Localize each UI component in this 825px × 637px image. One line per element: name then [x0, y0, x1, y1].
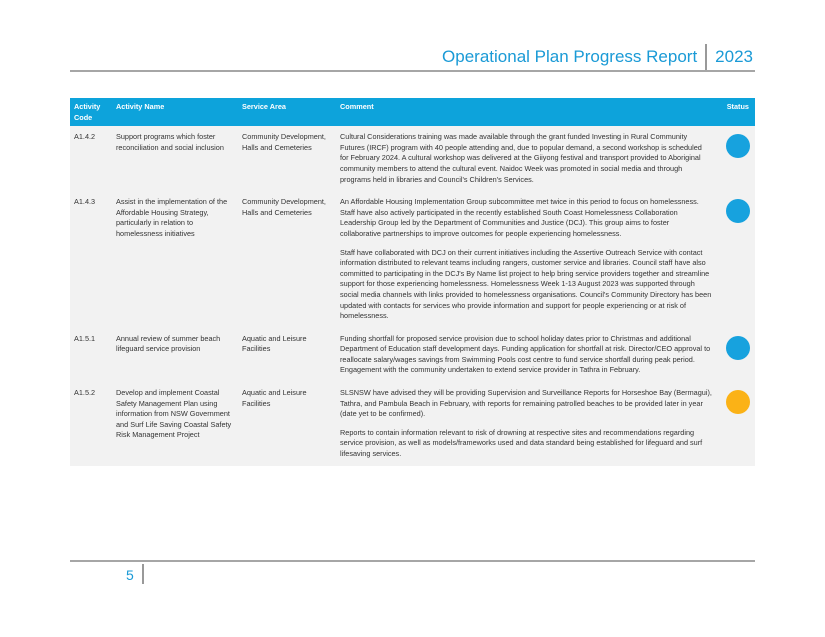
status-indicator — [726, 134, 750, 158]
table-row — [70, 328, 755, 382]
comment-paragraph: Cultural Considerations training was made available through the grant funded Investing in Rural Community Futures (IRCF) program with 40 people attending and, due to popular demand, a second workshop is scheduled for February 2024. A cultural workshop was delivered at the Giiyong festival and transport provided to Aboriginal community members to attend the cultural event. Naidoc Week was promoted in social media and through programs held in libraries and Council's Children's Services. — [340, 132, 702, 184]
status-cell — [716, 191, 755, 328]
activity-name: Annual review of summer beach lifeguard service provision — [116, 333, 221, 354]
table-header-row — [70, 98, 755, 126]
service-area: Community Development, Halls and Cemeteries — [242, 197, 326, 217]
progress-table — [70, 98, 755, 466]
activity-name: Assist in the implementation of the Affordable Housing Strategy, particularly in relation to homelessness initiatives — [116, 197, 228, 238]
status-indicator — [726, 390, 750, 414]
comment-paragraph: Staff have collaborated with DCJ on their current initiatives including the Assertive Outreach Service with contact information distributed to relevant teams including rangers, customer service and libraries. Council staff have also committed to participating in the DCJ's By Name list project to help bring service providers together and streamline support for those experiencing homelessness. Homelessness Week 1-13 August 2023 was supported through social media channels with links provided to homelessness organisations. Council's Community Directory has been updated with contacts for services who provide information and support for people experiencing or at risk of homelessness. — [340, 247, 712, 321]
comment-paragraph: An Affordable Housing Implementation Group subcommittee met twice in this period to focus on homelessness. Staff have also actively participated in the recently established South Coast Homelessness Collaboration Leadership Group led by the Department of Communities and Justice (DCJ). This group aims to foster collaborative partnerships to improve outcomes for people experiencing homelessness. — [340, 197, 699, 238]
comment-paragraph: Funding shortfall for proposed service provision due to school holiday dates prior to Christmas and additional Department of Education staff development days. Funding application for shortfall at risk. Director/CEO approval to reallocate salary/wages savings from Swimming Pools cost centre to fund service shortfall during peak period. Engagement with the community undertaken to extend service provider in Tathra in February. — [340, 333, 711, 375]
comment — [336, 328, 716, 382]
header-rule — [70, 70, 755, 72]
activity-name: Develop and implement Coastal Safety Management Plan using information from NSW Government and Surf Life Saving Coastal Safety Risk Management Project — [116, 388, 232, 440]
activity-code: A1.4.2 — [74, 132, 96, 142]
status-cell — [716, 126, 755, 191]
table-row — [70, 126, 755, 191]
column-header-status: Status — [726, 102, 749, 111]
comment — [336, 191, 716, 328]
footer-rule — [70, 560, 755, 562]
report-title: Operational Plan Progress Report — [442, 47, 698, 66]
service-area: Aquatic and Leisure Facilities — [242, 388, 307, 408]
activity-code: A1.4.3 — [74, 197, 96, 207]
comment-paragraph: Reports to contain information relevant to risk of drowning at respective sites and recommendations regarding service provision, as well as models/frameworks used and data standard being established for lifeguard and surf lifesaving services. — [340, 427, 703, 459]
page-header — [442, 44, 753, 70]
service-area: Community Development, Halls and Cemeteries — [242, 132, 326, 152]
activity-code: A1.5.1 — [74, 333, 96, 343]
activity-name: Support programs which foster reconciliation and social inclusion — [116, 132, 224, 152]
page-number-divider — [142, 564, 144, 584]
column-header-activity-name: Activity Name — [116, 102, 165, 111]
comment — [336, 126, 716, 191]
table-row — [70, 191, 755, 328]
page-number: 5 — [126, 567, 134, 583]
service-area: Aquatic and Leisure Facilities — [242, 333, 307, 354]
comment-paragraph: SLSNSW have advised they will be providing Supervision and Surveillance Reports for Horseshoe Bay (Bermagui), Tathra, and Pambula Beach in February, with reports for remaining patrolled beaches to be provided later in year (date yet to be confirmed). — [340, 388, 712, 419]
table-row — [70, 382, 755, 466]
status-indicator — [726, 336, 750, 360]
status-cell — [716, 328, 755, 382]
comment — [336, 382, 716, 466]
column-header-comment: Comment — [340, 102, 374, 111]
status-cell — [716, 382, 755, 466]
activity-code: A1.5.2 — [74, 388, 96, 398]
report-year: 2023 — [715, 47, 753, 66]
status-indicator — [726, 199, 750, 223]
column-header-service-area: Service Area — [242, 102, 286, 111]
column-header-activity-code: Activity Code — [74, 102, 101, 122]
